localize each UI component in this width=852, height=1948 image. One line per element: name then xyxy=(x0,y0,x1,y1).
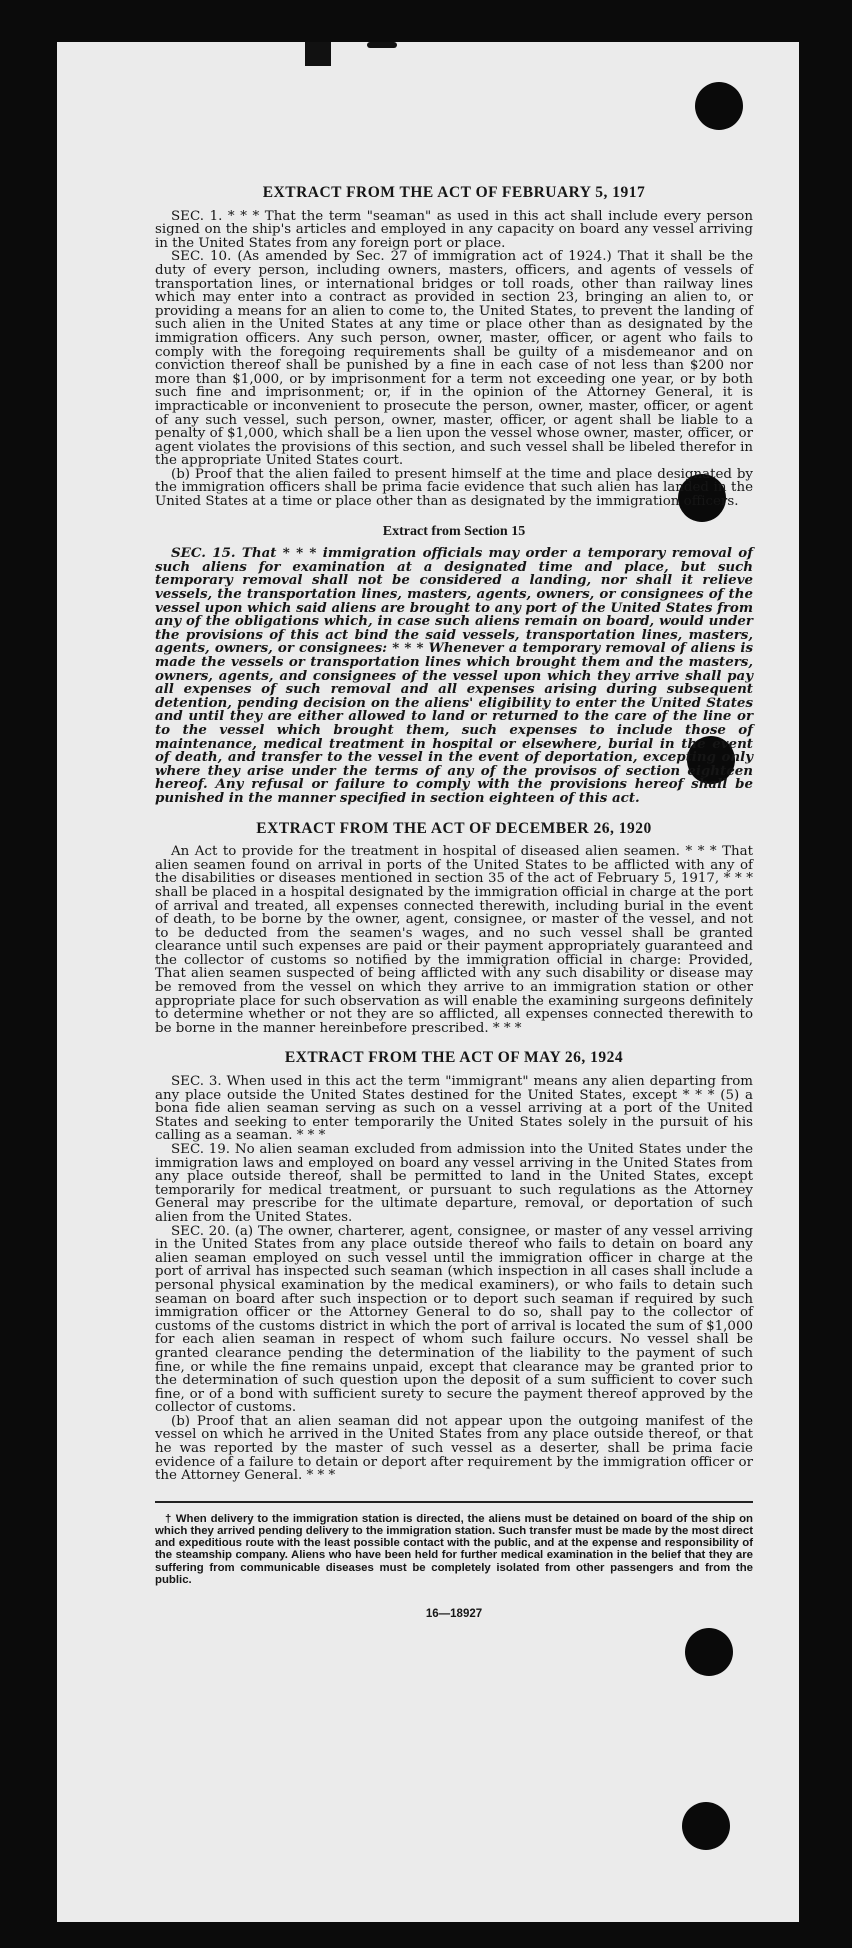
section-heading: EXTRACT FROM THE ACT OF FEBRUARY 5, 1917 xyxy=(262,184,646,201)
section-paragraph: SEC. 15. That * * * immigration officials may order a temporary removal of such aliens for examination at a designated time and place, but such temporary removal shall not be considered a landing, nor shall it relieve vessels, the transportation lines, masters, agents, owners, or consignees of the vessel upon which said aliens are brought to any port of the United States from any of the obligations which, in case such aliens remain on board, would under the provisions of this act bind the said vessels, transportation lines, masters, agents, owners, or consignees: * * * Whenever a temporary removal of aliens is made the vessels or transportation lines which brought them and the masters, owners, agents, and consignees of the vessel upon which they arrive shall pay all expenses of such removal and all expenses arising during subsequent detention, pending decision on the aliens' eligibility to enter the United States and until they are either allowed to land or returned to the care of the line or to the vessel which brought them, such expenses to include those of maintenance, medical treatment in hospital or elsewhere, burial in the event of death, and transfer to the vessel in the event of deportation, excepting only where they arise under the terms of any of the provisos of section eighteen hereof. Any refusal or failure to comply with the provisions hereof shall be punished in the manner specified in section eighteen of this act. xyxy=(155,545,753,806)
section-subheading: Extract from Section 15 xyxy=(382,523,526,539)
section-heading: EXTRACT FROM THE ACT OF DECEMBER 26, 1920 xyxy=(256,819,652,837)
punch-hole xyxy=(685,1628,733,1676)
act-section xyxy=(155,525,753,806)
section-paragraph: (b) Proof that an alien seaman did not appear upon the outgoing manifest of the vessel on which he arrived in the United States from any place outside thereof, or that he was reported by the master of such vessel as a deserter, shall be prima facie evidence of a failure to detain or deport after requirement by the immigration officer or the Attorney General. * * * xyxy=(155,1413,753,1484)
section-paragraph: An Act to provide for the treatment in hospital of diseased alien seamen. * * * That alien seamen found on arrival in ports of the United States to be afflicted with any of the disabilities or diseases mentioned in section 35 of the act of February 5, 1917, * * * shall be placed in a hospital designated by the immigration official in charge at the port of arrival and treated, all expenses connected therewith, including burial in the event of death, to be borne by the owner, agent, consignee, or master of the vessel, and not to be deducted from the seamen's wages, and no such vessel shall be granted clearance until such expenses are paid or their payment appropriately guaranteed and the collector of customs so notified by the immigration official in charge: Provided, That alien seamen suspected of being afflicted with any such disability or disease may be removed from the vessel on which they arrive to an immigration station or other appropriate place for such observation as will enable the examining surgeons definitely to determine whether or not they are so afflicted, all expenses connected therewith to be borne in the manner hereinbefore prescribed. * * * xyxy=(155,844,753,1036)
act-section xyxy=(155,186,753,509)
document-body xyxy=(155,186,753,1622)
document-page xyxy=(57,42,799,1922)
punch-hole xyxy=(682,1802,730,1850)
section-paragraph: SEC. 3. When used in this act the term "immigrant" means any alien departing from any place outside the United States destined for the United States, except * * * (5) a bona fide alien seaman serving as such on a vessel arriving at a port of the United States and seeking to enter temporarily the United States solely in the pursuit of his calling as a seaman. * * * xyxy=(155,1074,753,1144)
divider xyxy=(155,1501,753,1503)
footnote xyxy=(155,1513,753,1586)
act-section xyxy=(155,1051,753,1482)
section-paragraph: SEC. 20. (a) The owner, charterer, agent, consignee, or master of any vessel arriving in the United States from any place outside thereof who fails to detain on board any alien seaman employed on such vessel until the immigration officer in charge at the port of arrival has inspected such seaman (which inspection in all cases shall include a personal physical examination by the medical examiners), or who fails to detain such seaman on board after such inspection or to deport such seaman if required by such immigration officer or the Attorney General to do so, shall pay to the collector of customs of the customs district in which the port of arrival is located the sum of $1,000 for each alien seaman in respect of whom such failure occurs. No vessel shall be granted clearance pending the determination of the liability to the payment of such fine, or while the fine remains unpaid, except that clearance may be granted prior to the determination of such question upon the deposit of a sum sufficient to cover such fine, or of a bond with sufficient surety to secure the payment thereof approved by the collector of customs. xyxy=(155,1223,753,1416)
section-paragraph: SEC. 1. * * * That the term "seaman" as used in this act shall include every person signed on the ship's articles and employed in any capacity on board any vessel arriving in the United States from any foreign port or place. xyxy=(155,208,753,251)
section-paragraph: SEC. 10. (As amended by Sec. 27 of immigration act of 1924.) That it shall be the duty of every person, including owners, masters, officers, and agents of vessels of transportation lines, or international bridges or toll roads, other than railway lines which may enter into a contract as provided in section 23, bringing an alien to, or providing a means for an alien to come to, the United States, to prevent the landing of such alien in the United States at any time or place other than as designated by the immigration officers. Any such person, owner, master, officer, or agent who fails to comply with the foregoing requirements shall be guilty of a misdemeanor and on conviction thereof shall be punished by a fine in each case of not less than $200 nor more than $1,000, or by imprisonment for a term not exceeding one year, or by both such fine and imprisonment; or, if in the opinion of the Attorney General, it is impracticable or inconvenient to prosecute the person, owner, master, officer, or agent of any such vessel, such person, owner, master, officer, or agent shall be liable to a penalty of $1,000, which shall be a lien upon the vessel whose owner, master, officer, or agent violates the provisions of this section, and such vessel shall be libeled therefor in the appropriate United States court. xyxy=(155,249,753,469)
section-paragraph: SEC. 19. No alien seaman excluded from admission into the United States under the immigration laws and employed on board any vessel arriving in the United States from any place outside thereof, shall be permitted to land in the United States, except temporarily for medical treatment, or pursuant to such regulations as the Attorney General may prescribe for the ultimate departure, removal, or deportation of such alien from the United States. xyxy=(155,1142,753,1225)
ink-mark xyxy=(367,42,397,48)
punch-hole xyxy=(695,82,743,130)
staple-mark xyxy=(305,42,331,66)
section-paragraph: (b) Proof that the alien failed to present himself at the time and place designated by the immigration officers shall be prima facie evidence that such alien has landed in the United States at a time or place other than as designated by the immigration officers. xyxy=(155,466,753,510)
form-number: 16—18927 xyxy=(425,1608,483,1621)
act-section xyxy=(155,819,753,1036)
footnote-text: † When delivery to the immigration station is directed, the aliens must be detained on board of the ship on which they arrived pending delivery to the immigration station. Such transfer must be made by the most direct and expeditious route with the least possible contact with the public, and at the expense and responsibility of the steamship company. Aliens who have been held for further medical examination in the belief that they are suffering from communicable diseases must be completely isolated from other passengers and from the public. xyxy=(155,1512,753,1586)
section-heading: EXTRACT FROM THE ACT OF MAY 26, 1924 xyxy=(284,1049,624,1067)
